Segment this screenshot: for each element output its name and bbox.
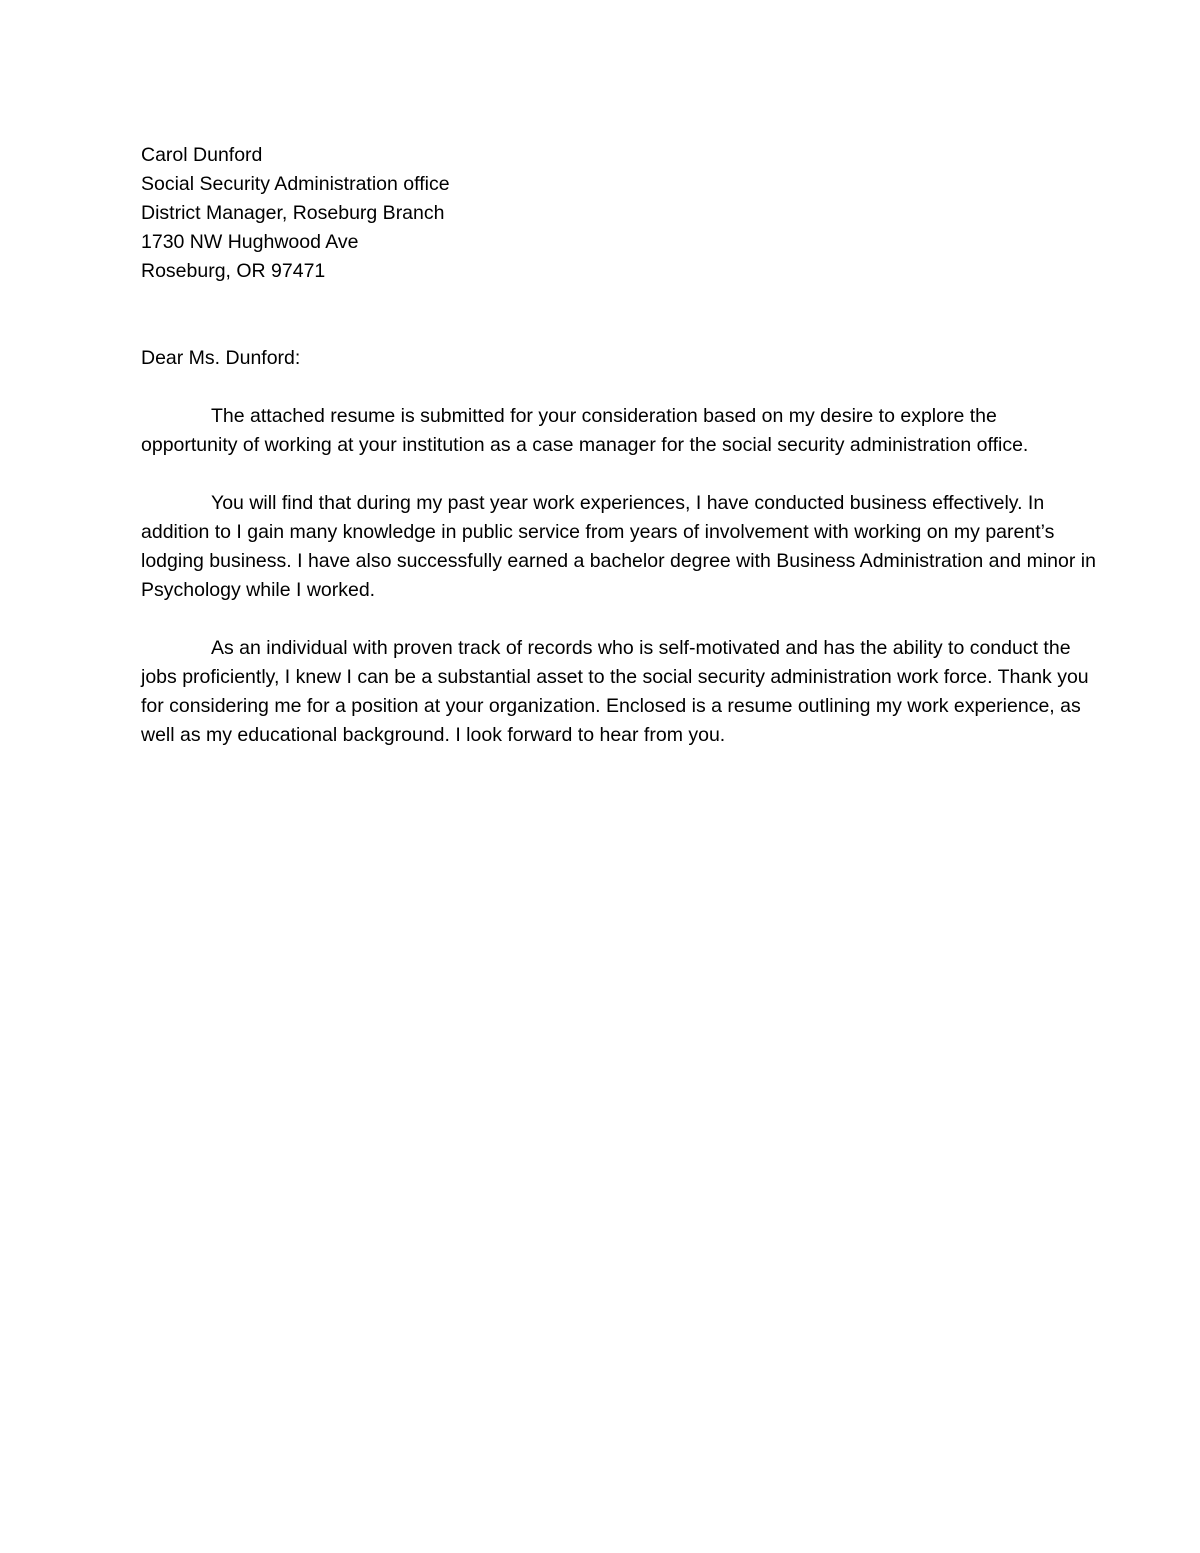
body-paragraph-2: You will find that during my past year work experiences, I have conducted business effectively. In addition to I gain many knowledge in public service from years of involvement with working on my parent’s lodging business. I have also successfully earned a bachelor degree with Business Administration and minor in Psychology while I worked. — [141, 492, 1096, 601]
recipient-title: District Manager, Roseburg Branch — [141, 202, 445, 224]
body-paragraph-1: The attached resume is submitted for your consideration based on my desire to explore the opportunity of working at your institution as a case manager for the social security administration office. — [141, 405, 1029, 456]
recipient-street: 1730 NW Hughwood Ave — [141, 231, 359, 253]
recipient-city-state-zip: Roseburg, OR 97471 — [141, 260, 326, 282]
recipient-organization: Social Security Administration office — [141, 173, 450, 195]
recipient-name: Carol Dunford — [141, 144, 263, 166]
cover-letter — [141, 141, 1096, 750]
body-paragraph-3: As an individual with proven track of records who is self-motivated and has the ability to conduct the jobs proficiently, I knew I can be a substantial asset to the social security administration work force. Thank you for considering me for a position at your organization. Enclosed is a resume outlining my work experience, as well as my educational background. I look forward to hear from you. — [141, 637, 1089, 746]
recipient-address-block — [141, 141, 1096, 286]
salutation: Dear Ms. Dunford: — [141, 347, 301, 369]
